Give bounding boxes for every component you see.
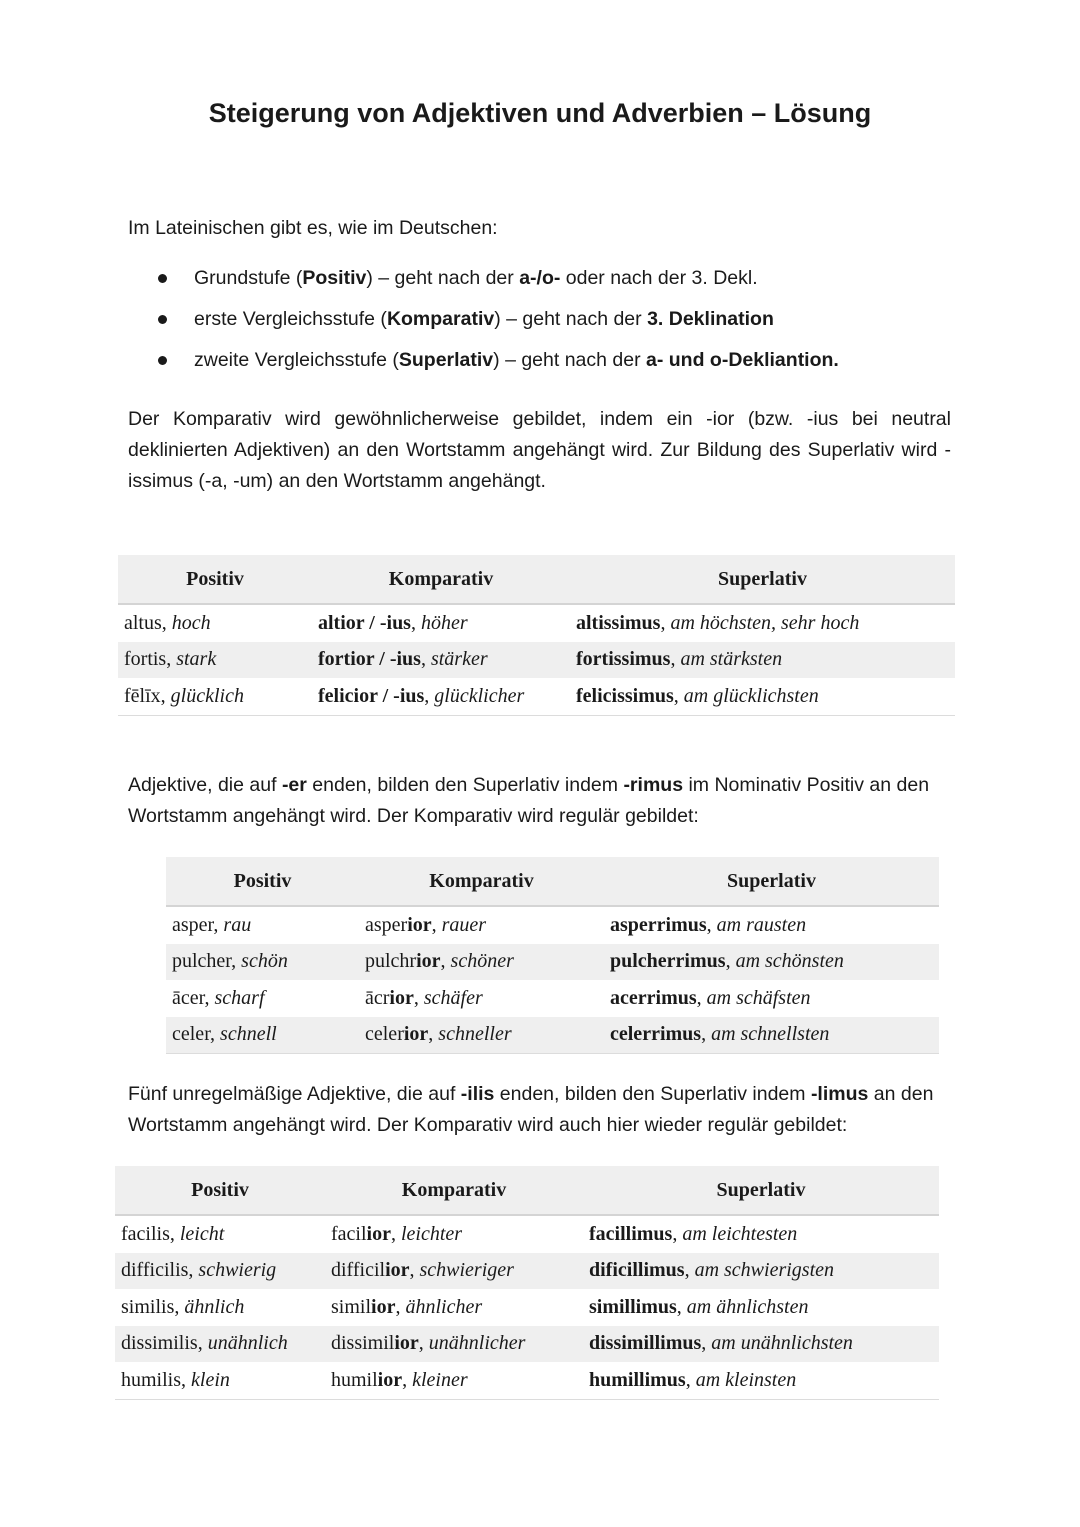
table-row [166,980,939,1017]
komparativ-cell: facilior, leichter [331,1222,463,1245]
column-header-superlativ: Superlativ [604,857,939,906]
table-row [115,1289,939,1326]
page-title: Steigerung von Adjektiven und Adverbien – Lösung [208,98,872,128]
table-body [118,604,955,715]
column-header-superlativ: Superlativ [583,1166,939,1215]
bullet-icon [158,274,167,283]
table-row [115,1326,939,1363]
table-row [115,1362,939,1399]
positiv-cell: similis, ähnlich [121,1295,245,1318]
komparativ-cell: similior, ähnlicher [331,1295,483,1318]
superlativ-cell: altissimus, am höchsten, sehr hoch [576,611,860,634]
er-adjectives-table [166,857,939,1054]
column-header-komparativ: Komparativ [359,857,604,906]
superlativ-cell: facillimus, am leichtesten [589,1222,798,1245]
superlativ-cell: pulcherrimus, am schönsten [604,944,939,981]
column-header-positiv: Positiv [166,857,359,906]
superlativ-cell: felicissimus, am glücklichsten [570,678,955,715]
komparativ-cell: dissimilior, unähnlicher [325,1326,583,1363]
column-header-positiv: Positiv [118,555,312,604]
table-row [118,604,955,642]
superlativ-cell: dissimillimus, am unähnlichsten [583,1326,939,1363]
bullet-icon [158,315,167,324]
positiv-cell: ācer, scharf [172,986,265,1009]
column-header-komparativ: Komparativ [312,555,570,604]
er-adjectives-explanation: Adjektive, die auf -er enden, bilden den Superlativ indem -rimus im Nominativ Positiv an den Wortstamm angehängt wird. Der Komparativ wird regulär gebildet: [128,774,930,827]
list-item: erste Vergleichsstufe (Komparativ) – geht nach der 3. Deklination [150,304,930,345]
bullet-icon [158,356,167,365]
table-row [166,944,939,981]
superlativ-cell: dificillimus, am schwierigsten [583,1253,939,1290]
table-body [166,906,939,1054]
superlativ-cell: celerrimus, am schnellsten [604,1017,939,1054]
intro-text: Im Lateinischen gibt es, wie im Deutschen: [128,217,498,239]
column-header-positiv: Positiv [115,1166,325,1215]
ilis-adjectives-explanation: Fünf unregelmäßige Adjektive, die auf -ilis enden, bilden den Superlativ indem -limus an den Wortstamm angehängt wird. Der Komparativ wird auch hier wieder regulär gebildet: [128,1083,934,1136]
column-header-superlativ: Superlativ [570,555,955,604]
positiv-cell: fēlīx, glücklich [118,678,312,715]
table-row [166,1017,939,1054]
positiv-cell: asper, rau [172,913,252,936]
superlativ-cell: asperrimus, am rausten [610,913,807,936]
column-header-komparativ: Komparativ [325,1166,583,1215]
positiv-cell: fortis, stark [118,642,312,679]
positiv-cell: humilis, klein [115,1362,325,1399]
positiv-cell: pulcher, schön [166,944,359,981]
positiv-cell: facilis, leicht [121,1222,225,1245]
komparativ-cell: altior / -ius, höher [318,611,468,634]
komparativ-cell: celerior, schneller [359,1017,604,1054]
list-item: zweite Vergleichsstufe (Superlativ) – geht nach der a- und o-Dekliantion. [150,345,930,386]
positiv-cell: difficilis, schwierig [115,1253,325,1290]
positiv-cell: altus, hoch [124,611,211,634]
table-row [118,642,955,679]
superlativ-cell: acerrimus, am schäfsten [610,986,811,1009]
table-row [115,1215,939,1253]
table-row [166,906,939,944]
komparativ-cell: difficilior, schwieriger [325,1253,583,1290]
komparativ-explanation: Der Komparativ wird gewöhnlicherweise gebildet, indem ein -ior (bzw. -ius bei neutral deklinierten Adjektiven) an den Wortstamm angehängt wird. Zur Bildung des Superlativ wird -issimus (-a, -um) an den Wortstamm angehängt. [128,408,951,492]
ilis-adjectives-table [115,1166,939,1400]
superlativ-cell: humillimus, am kleinsten [583,1362,939,1399]
komparativ-cell: pulchrior, schöner [359,944,604,981]
comparison-levels-list [150,263,930,386]
komparativ-cell: felicior / -ius, glücklicher [312,678,570,715]
table-row [115,1253,939,1290]
table-body [115,1215,939,1399]
komparativ-cell: ācrior, schäfer [365,986,483,1009]
superlativ-cell: simillimus, am ähnlichsten [589,1295,809,1318]
regular-comparison-table [118,555,955,716]
positiv-cell: dissimilis, unähnlich [115,1326,325,1363]
komparativ-cell: fortior / -ius, stärker [312,642,570,679]
list-item: Grundstufe (Positiv) – geht nach der a-/o- oder nach der 3. Dekl. [150,263,930,304]
komparativ-cell: asperior, rauer [365,913,487,936]
superlativ-cell: fortissimus, am stärksten [570,642,955,679]
komparativ-cell: humilior, kleiner [325,1362,583,1399]
positiv-cell: celer, schnell [166,1017,359,1054]
table-row [118,678,955,715]
